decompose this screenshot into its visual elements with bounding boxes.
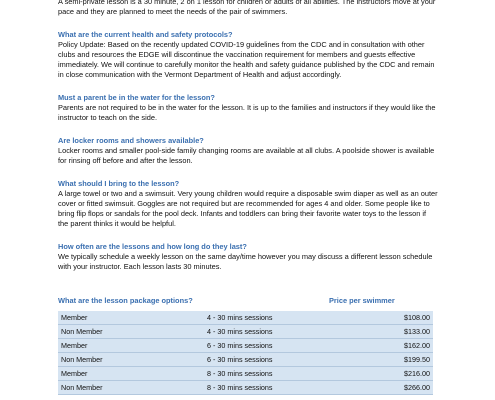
faq-document [58, 0, 438, 395]
faq-answer-bring: A large towel or two and a swimsuit. Very young children would require a disposable swim diaper as well as an outer cover or fitted swimsuit. Goggles are not required but are recommended for ages 4 and older. Some people like to bring flip flops or sandals for the pool deck. Infants and toddlers can bring their favorite water toys to the lesson if the parent thinks it would be helpful. [58, 189, 438, 228]
price-cell: $162.00 [330, 339, 433, 353]
price-cell: $266.00 [330, 381, 433, 395]
membership-type-cell: Non Member [58, 325, 204, 339]
table-row [58, 381, 433, 395]
faq-question-bring: What should I bring to the lesson? [58, 179, 180, 188]
faq-question-schedule: How often are the lessons and how long do they last? [58, 242, 247, 251]
membership-type-cell: Member [58, 311, 204, 325]
membership-type-cell: Member [58, 339, 204, 353]
package-question: What are the lesson package options? [58, 296, 193, 305]
faq-answer-locker: Locker rooms and smaller pool-side family changing rooms are available at all clubs. A poolside shower is available for rinsing off before and after the lesson. [58, 146, 435, 165]
sessions-cell: 6 - 30 mins sessions [204, 353, 330, 367]
sessions-cell: 6 - 30 mins sessions [204, 339, 330, 353]
membership-type-cell: Non Member [58, 353, 204, 367]
sessions-cell: 8 - 30 mins sessions [204, 367, 330, 381]
table-row [58, 353, 433, 367]
faq-question-health: What are the current health and safety protocols? [58, 30, 233, 39]
table-row [58, 311, 433, 325]
price-column-header: Price per swimmer [329, 296, 395, 305]
membership-type-cell: Non Member [58, 381, 204, 395]
sessions-cell: 8 - 30 mins sessions [204, 381, 330, 395]
faq-answer-health: Policy Update: Based on the recently updated COVID-19 guidelines from the CDC and in consultation with other clubs and resources the EDGE will discontinue the vaccination requirement for members and guests effective immediately. We will continue to carefully monitor the health and safety guidance published by the CDC and remain in close communication with the Vermont Department of Health and adjust accordingly. [58, 40, 435, 79]
faq-answer-schedule: We typically schedule a weekly lesson on the same day/time however you may discuss a different lesson schedule with your instructor. Each lesson lasts 30 minutes. [58, 252, 433, 271]
membership-type-cell: Member [58, 367, 204, 381]
price-cell: $216.00 [330, 367, 433, 381]
price-cell: $108.00 [330, 311, 433, 325]
price-cell: $199.50 [330, 353, 433, 367]
table-row [58, 339, 433, 353]
intro-paragraph: A semi-private lesson is a 30 minute, 2 on 1 lesson for children or adults of all abilities. The instructors move at your pace and they are planned to meet the needs of the pair of swimmers. [58, 0, 436, 16]
sessions-cell: 4 - 30 mins sessions [204, 311, 330, 325]
faq-answer-parent: Parents are not required to be in the water for the lesson. It is up to the families and instructors if they would like the instructor to teach on the side. [58, 103, 436, 122]
sessions-cell: 4 - 30 mins sessions [204, 325, 330, 339]
faq-question-locker: Are locker rooms and showers available? [58, 136, 204, 145]
table-row [58, 367, 433, 381]
table-row [58, 325, 433, 339]
package-table-header [58, 296, 438, 308]
faq-question-parent: Must a parent be in the water for the lesson? [58, 93, 215, 102]
price-cell: $133.00 [330, 325, 433, 339]
package-table [58, 310, 433, 395]
